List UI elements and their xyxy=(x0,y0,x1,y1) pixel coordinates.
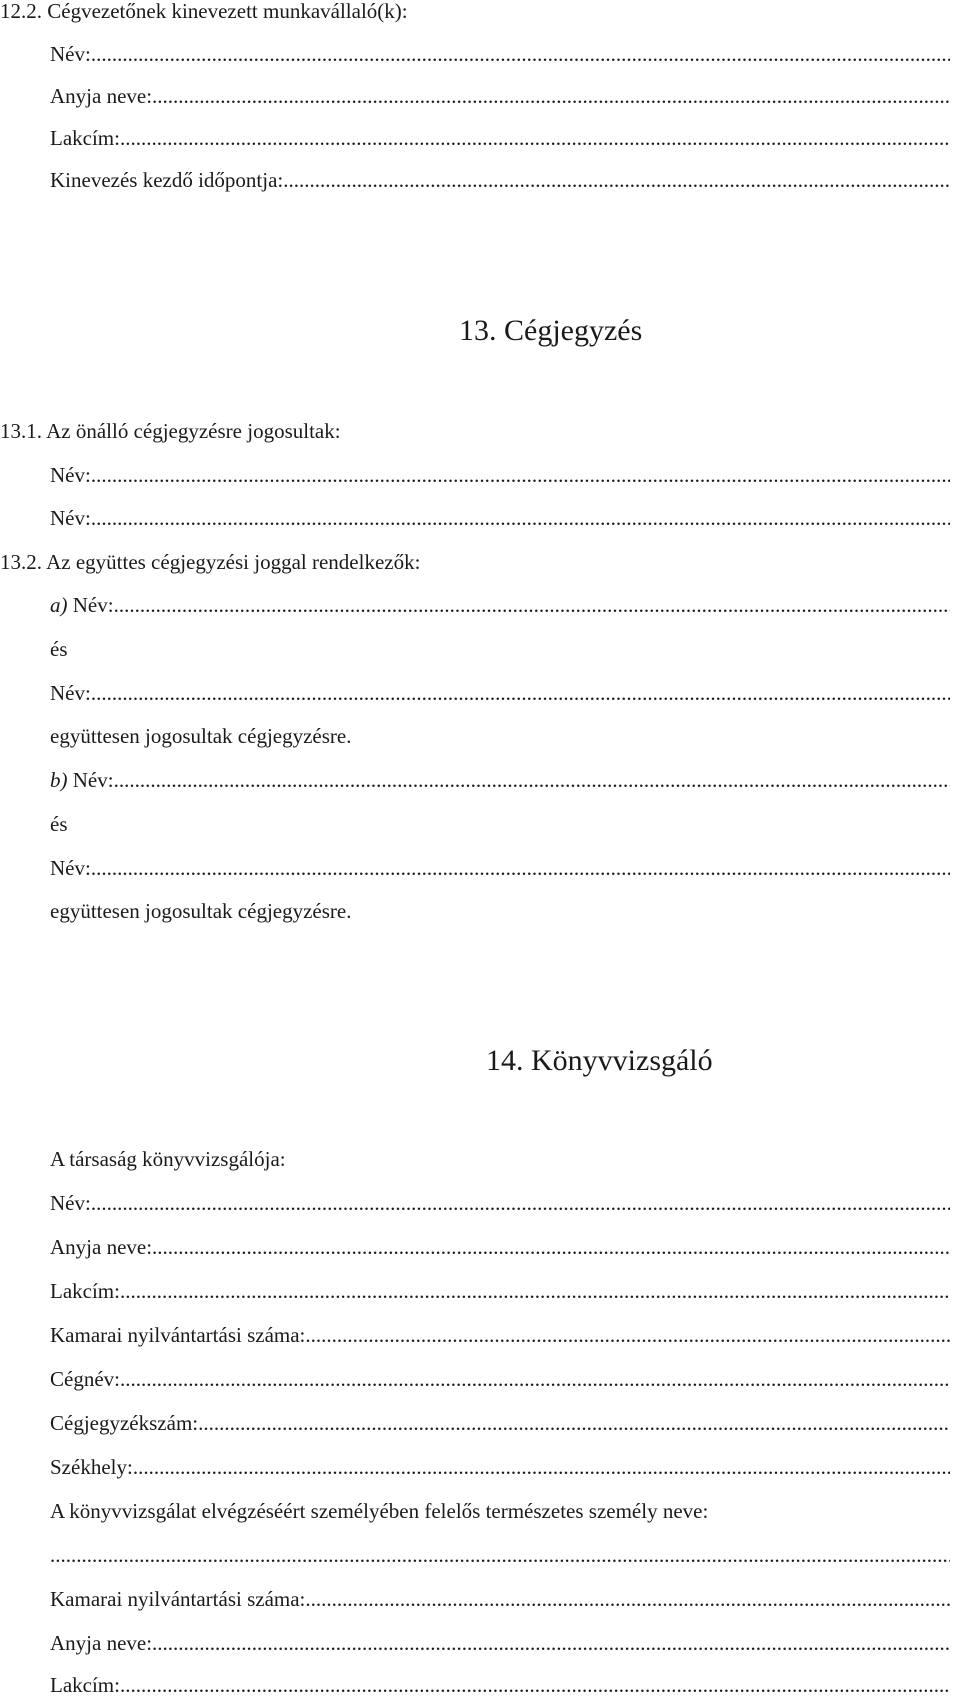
fill-dots xyxy=(120,1278,950,1304)
fill-dots xyxy=(91,505,950,531)
field-a-nev[interactable] xyxy=(50,592,950,618)
list-marker-a: a) xyxy=(50,593,68,617)
fill-dots xyxy=(114,592,950,618)
field-label: Név: xyxy=(50,856,91,880)
field-label: Név: xyxy=(50,681,91,705)
label-text: Név: xyxy=(67,768,114,792)
fill-dots xyxy=(152,1630,950,1656)
field-label: Anyja neve: xyxy=(50,1235,153,1259)
field-label xyxy=(50,767,114,793)
field-label: Anyja neve: xyxy=(50,84,153,108)
fill-dots xyxy=(152,83,950,109)
field-anyja-neve[interactable] xyxy=(50,83,950,109)
section-14-heading: 14. Könyvvizsgáló xyxy=(486,1044,713,1077)
field-lakcim[interactable] xyxy=(50,1672,950,1698)
field-label: Név: xyxy=(50,42,91,66)
fill-dots xyxy=(133,1454,950,1480)
field-szekhely[interactable] xyxy=(50,1454,950,1480)
field-lakcim[interactable] xyxy=(50,125,950,151)
field-anyja-neve[interactable] xyxy=(50,1234,950,1260)
field-kamarai-szam[interactable] xyxy=(50,1322,950,1348)
field-nev[interactable] xyxy=(50,505,950,531)
fill-dots xyxy=(91,855,950,881)
field-label: Lakcím: xyxy=(50,1673,120,1697)
fill-dots xyxy=(305,1322,950,1348)
field-nev[interactable] xyxy=(50,680,950,706)
list-marker-b: b) xyxy=(50,768,68,792)
field-felelos-nev[interactable] xyxy=(50,1542,950,1568)
fill-dots xyxy=(283,167,950,193)
egyuttesen-text: együttesen jogosultak cégjegyzésre. xyxy=(50,724,352,748)
es-text: és xyxy=(50,637,68,661)
fill-dots xyxy=(198,1410,950,1436)
fill-dots xyxy=(91,462,950,488)
field-label: Lakcím: xyxy=(50,1279,120,1303)
field-lakcim[interactable] xyxy=(50,1278,950,1304)
field-label: Név: xyxy=(50,1191,91,1215)
field-nev[interactable] xyxy=(50,462,950,488)
field-cegjegyzekszam[interactable] xyxy=(50,1410,950,1436)
fill-dots xyxy=(120,1672,950,1698)
field-anyja-neve[interactable] xyxy=(50,1630,950,1656)
section-12-2-title: 12.2. Cégvezetőnek kinevezett munkavállaló(k): xyxy=(0,0,408,23)
field-label: Lakcím: xyxy=(50,126,120,150)
fill-dots xyxy=(114,767,950,793)
field-nev[interactable] xyxy=(50,1190,950,1216)
field-kinevezes-kezdo[interactable] xyxy=(50,167,950,193)
section-13-heading: 13. Cégjegyzés xyxy=(459,314,643,347)
field-cegnev[interactable] xyxy=(50,1366,950,1392)
egyuttesen-text: együttesen jogosultak cégjegyzésre. xyxy=(50,899,352,923)
fill-dots xyxy=(120,1366,950,1392)
fill-dots xyxy=(152,1234,950,1260)
field-label: Kamarai nyilvántartási száma: xyxy=(50,1323,306,1347)
field-label: Cégnév: xyxy=(50,1367,120,1391)
field-b-nev[interactable] xyxy=(50,767,950,793)
fill-dots xyxy=(91,1190,950,1216)
konyvvizsgalo-intro: A társaság könyvvizsgálója: xyxy=(50,1147,286,1171)
section-13-2-title: 13.2. Az együttes cégjegyzési joggal rendelkezők: xyxy=(0,550,421,574)
field-label: Székhely: xyxy=(50,1455,133,1479)
field-nev[interactable] xyxy=(50,41,950,67)
field-label: Név: xyxy=(50,506,91,530)
felelos-szemely-label: A könyvvizsgálat elvégzéséért személyében felelős természetes személy neve: xyxy=(50,1499,709,1523)
fill-dots xyxy=(91,41,950,67)
field-label: Kamarai nyilvántartási száma: xyxy=(50,1587,306,1611)
fill-dots xyxy=(91,680,950,706)
es-text: és xyxy=(50,812,68,836)
fill-dots xyxy=(120,125,950,151)
field-nev[interactable] xyxy=(50,855,950,881)
fill-dots xyxy=(305,1586,950,1612)
label-text: Név: xyxy=(67,593,114,617)
section-13-1-title: 13.1. Az önálló cégjegyzésre jogosultak: xyxy=(0,419,341,443)
field-label: Kinevezés kezdő időpontja: xyxy=(50,168,284,192)
field-label: Cégjegyzékszám: xyxy=(50,1411,199,1435)
field-label xyxy=(50,592,114,618)
field-label: Anyja neve: xyxy=(50,1631,153,1655)
fill-dots xyxy=(50,1542,950,1568)
field-kamarai-szam[interactable] xyxy=(50,1586,950,1612)
field-label: Név: xyxy=(50,463,91,487)
